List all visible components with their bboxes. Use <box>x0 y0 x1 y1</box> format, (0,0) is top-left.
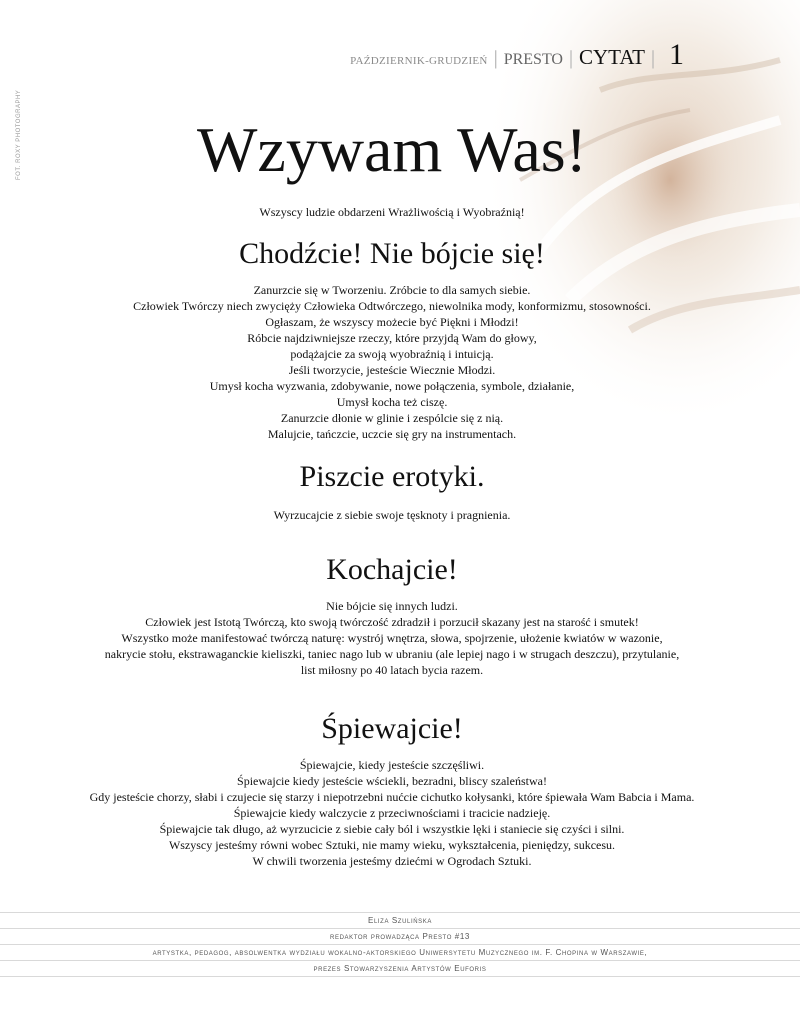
author-name: Eliza Szulińska <box>0 912 800 928</box>
paragraph-line: Jeśli tworzycie, jesteście Wiecznie Młodzi. <box>288 363 496 377</box>
paragraph-line: Człowiek Twórczy niech zwycięży Człowieka Odtwórczego, niewolnika mody, konformizmu, stosowności. <box>133 299 651 313</box>
paragraph-line: Róbcie najdziwniejsze rzeczy, które przyjdą Wam do głowy, <box>247 331 537 345</box>
paragraph-line: Wszyscy jesteśmy równi wobec Sztuki, nie mamy wieku, wykształcenia, pieniędzy, sukcesu. <box>168 838 616 852</box>
author-bio: artystka, pedagog, absolwentka wydziału wokalno-aktorskiego Uniwersytetu Muzycznego im. F. Chopina w Warszawie, <box>0 944 800 960</box>
issue-date: PAŹDZIERNIK-GRUDZIEŃ <box>350 55 488 67</box>
paragraph-line: Śpiewajcie, kiedy jesteście szczęśliwi. <box>299 758 485 772</box>
page-header <box>350 38 684 72</box>
paragraph-line: Ogłaszam, że wszyscy możecie być Piękni i Młodzi! <box>265 315 519 329</box>
section-heading: Chodźcie! Nie bójcie się! <box>239 237 545 270</box>
paragraph-line: Zanurzcie dłonie w glinie i zespólcie się z nią. <box>280 411 504 425</box>
header-divider: | <box>650 47 655 69</box>
paragraph-line: Śpiewajcie kiedy jesteście wściekli, bezradni, bliscy szaleństwa! <box>237 774 547 788</box>
page-title: Wzywam Was! <box>197 114 587 185</box>
paragraph-line: Gdy jesteście chorzy, słabi i czujecie się starzy i niepotrzebni nućcie cichutko kołysanki, które śpiewała Wam Babcia i Mama. <box>89 790 695 804</box>
section-name: CYTAT <box>579 45 645 69</box>
paragraph-line: podążajcie za swoją wyobraźnią i intuicją. <box>290 347 494 361</box>
section-body <box>0 507 784 523</box>
section-body <box>0 282 784 442</box>
author-organization: prezes Stowarzyszenia Artystów Euforis <box>0 960 800 977</box>
section-heading: Kochajcie! <box>326 553 458 586</box>
section-body <box>0 757 784 869</box>
paragraph-line: Człowiek jest Istotą Twórczą, kto swoją twórczość zdradził i porzucił skazany jest na starość i smutek! <box>145 615 639 629</box>
section-heading: Śpiewajcie! <box>321 712 463 745</box>
page-number: 1 <box>669 38 684 71</box>
section-heading: Piszcie erotyki. <box>299 460 485 493</box>
header-divider: | <box>568 47 573 69</box>
author-footer <box>0 912 800 977</box>
photo-credit: FOT. ROXY PHOTOGRAPHY <box>16 89 22 180</box>
paragraph-line: W chwili tworzenia jesteśmy dziećmi w Ogrodach Sztuki. <box>252 854 532 868</box>
paragraph-line: Zanurzcie się w Tworzeniu. Zróbcie to dla samych siebie. <box>253 283 531 297</box>
paragraph-line: Śpiewajcie tak długo, aż wyrzucicie z siebie cały ból i wszystkie lęki i staniecie się czyści i silni. <box>159 822 625 836</box>
section-body <box>0 598 784 678</box>
magazine-name: PRESTO <box>503 51 563 68</box>
paragraph-line: Umysł kocha wyzwania, zdobywanie, nowe połączenia, symbole, działanie, <box>209 379 575 393</box>
paragraph-line: Wyrzucajcie z siebie swoje tęsknoty i pragnienia. <box>273 508 511 522</box>
paragraph-line: Umysł kocha też ciszę. <box>336 395 448 409</box>
author-role: redaktor prowadząca Presto #13 <box>0 928 800 944</box>
article-body <box>0 110 784 869</box>
paragraph-line: Nie bójcie się innych ludzi. <box>326 599 458 613</box>
paragraph-line: Wszystko może manifestować twórczą naturę: wystrój wnętrza, słowa, spojrzenie, ułożenie kwiatów w wazonie, nakrycie stołu, ekstrawaganckie kieliszki, taniec nago lub w ubraniu (ale lepiej nago i w strugach deszczu), przytulanie, list miłosny po 40 latach bycia razem. <box>104 631 680 677</box>
header-divider: | <box>493 47 498 69</box>
paragraph-line: Malujcie, tańczcie, uczcie się gry na instrumentach. <box>267 427 517 441</box>
paragraph-line: Śpiewajcie kiedy walczycie z przeciwnościami i tracicie nadzieję. <box>233 806 551 820</box>
subtitle: Wszyscy ludzie obdarzeni Wrażliwością i Wyobraźnią! <box>259 205 525 219</box>
